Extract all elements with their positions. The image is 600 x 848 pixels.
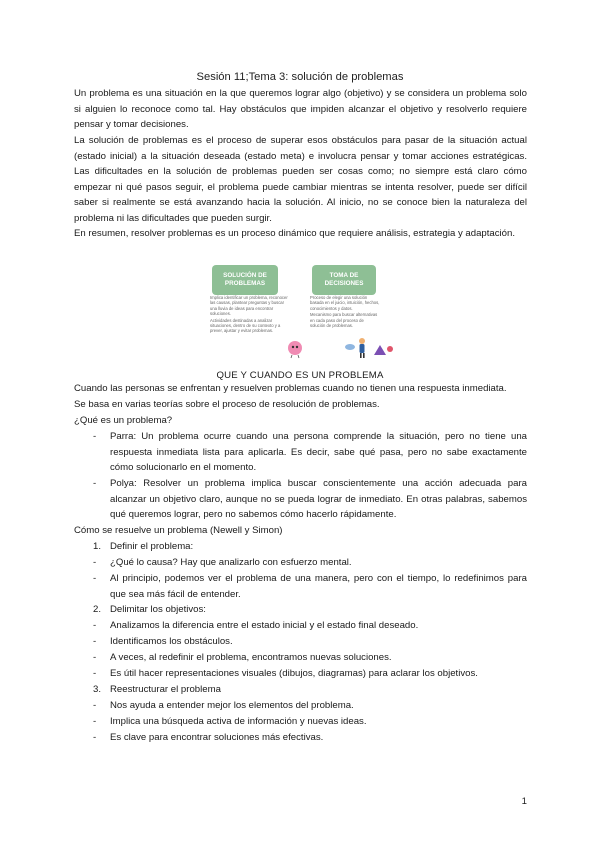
- bullet-dash: -: [93, 700, 97, 711]
- section-heading: QUE Y CUANDO ES UN PROBLEMA: [216, 370, 384, 381]
- step-title: Reestructurar el problema: [110, 684, 221, 695]
- definition-polya: Polya: Resolver un problema implica buscar conscientemente una acción adecuada para alcanzar un objetivo claro, aunque no se pueda lograr de inmediato. En otras palabras, sabemos qué queremos lograr, pero no sabemos cómo hacerlo rápidamente.: [110, 478, 527, 521]
- bullet-dash: -: [93, 652, 97, 663]
- infographic-right-list: [310, 295, 380, 329]
- infographic-right-bullet: Proceso de elegir una solución basada en el juicio, intuición, hechos, conocimientos y datos.: [310, 295, 380, 311]
- intro-paragraph-1: Un problema es una situación en la que queremos lograr algo (objetivo) y se considera un problema solo si alguien lo reconoce como tal. Hay obstáculos que impiden alcanzar el objetivo y resolverlo requiere pensar y tomar decisiones.: [74, 88, 527, 131]
- step-bullet: Al principio, podemos ver el problema de una manera, pero con el tiempo, lo redefinimos para que sea más fácil de entender.: [110, 573, 527, 600]
- people-and-shapes-illustration: [340, 333, 396, 359]
- step-bullet: Implica una búsqueda activa de información y nuevas ideas.: [110, 716, 367, 727]
- bullet-dash: -: [93, 732, 97, 743]
- infographic-left-bullet: Implica identificar un problema, reconocer las causas, plantear preguntas y buscar una lluvia de ideas para encontrar soluciones.: [210, 295, 288, 317]
- step-bullet: Analizamos la diferencia entre el estado inicial y el estado final deseado.: [110, 620, 419, 631]
- pink-character-illustration: [284, 337, 306, 359]
- step-bullet: Es clave para encontrar soluciones más efectivas.: [110, 732, 324, 743]
- bullet-dash: -: [93, 431, 97, 442]
- definition-parra: Parra: Un problema ocurre cuando una persona comprende la situación, pero no tiene una respuesta inmediata lista para aplicarla. Es decir, sabe qué pasa, pero no sabe exactamente cómo solucionarlo en el momento.: [110, 431, 527, 474]
- step-title: Definir el problema:: [110, 541, 194, 552]
- infographic-left-title: SOLUCIÓN DE PROBLEMAS: [212, 265, 278, 295]
- bullet-dash: -: [93, 620, 97, 631]
- infographic-image: [200, 259, 400, 361]
- step-number: 2.: [93, 604, 102, 615]
- step-bullet: Es útil hacer representaciones visuales (dibujos, diagramas) para aclarar los objetivos.: [110, 668, 478, 679]
- bullet-dash: -: [93, 716, 97, 727]
- intro-paragraph-2: La solución de problemas es el proceso de superar esos obstáculos para pasar de la situación actual (estado inicial) a la situación deseada (estado meta) e involucra pensar y tomar acciones estratégicas. Las dificultades en la solución de problemas pueden ser cosas como; no siempre está claro cómo empezar ni qué pasos seguir, el problema puede cambiar mientras se intenta resolver, puede ser difícil saber si realmente se está avanzando hacia la solución. Al inicio, no se conoce bien la naturaleza del problema ni las dificultades que pueden surgir.: [74, 135, 527, 224]
- section-line: Se basa en varias teorías sobre el proceso de resolución de problemas.: [74, 399, 380, 410]
- bullet-dash: -: [93, 668, 97, 679]
- infographic-left-list: [210, 295, 292, 335]
- step-number: 3.: [93, 684, 102, 695]
- step-bullet: Nos ayuda a entender mejor los elementos del problema.: [110, 700, 354, 711]
- step-number: 1.: [93, 541, 102, 552]
- bullet-dash: -: [93, 478, 97, 489]
- page-title: Sesión 11;Tema 3: solución de problemas: [196, 71, 404, 83]
- page-number: 1: [521, 796, 527, 807]
- infographic-left-bullet: Actividades destinadas a analizar situaciones, dentro de su contexto y a prever, ajustar y evitar problemas.: [210, 317, 281, 334]
- section-line: Cuando las personas se enfrentan y resuelven problemas cuando no tienen una respuesta inmediata.: [74, 383, 507, 394]
- intro-paragraph-3: En resumen, resolver problemas es un proceso dinámico que requiere análisis, estrategia y adaptación.: [74, 228, 516, 239]
- step-bullet: A veces, al redefinir el problema, encontramos nuevas soluciones.: [110, 652, 392, 663]
- section-subheading: ¿Qué es un problema?: [74, 415, 173, 426]
- bullet-dash: -: [93, 636, 97, 647]
- bullet-dash: -: [93, 557, 97, 568]
- step-title: Delimitar los objetivos:: [110, 604, 206, 615]
- step-bullet: Identificamos los obstáculos.: [110, 636, 233, 647]
- infographic-right-title: TOMA DE DECISIONES: [312, 265, 376, 295]
- bullet-dash: -: [93, 573, 97, 584]
- step-bullet: ¿Qué lo causa? Hay que analizarlo con esfuerzo mental.: [110, 557, 352, 568]
- section-subheading: Cómo se resuelve un problema (Newell y Simon): [74, 525, 283, 536]
- infographic-right-bullet: Mecanismo para buscar alternativas en cada paso del proceso de solución de problemas.: [310, 312, 378, 329]
